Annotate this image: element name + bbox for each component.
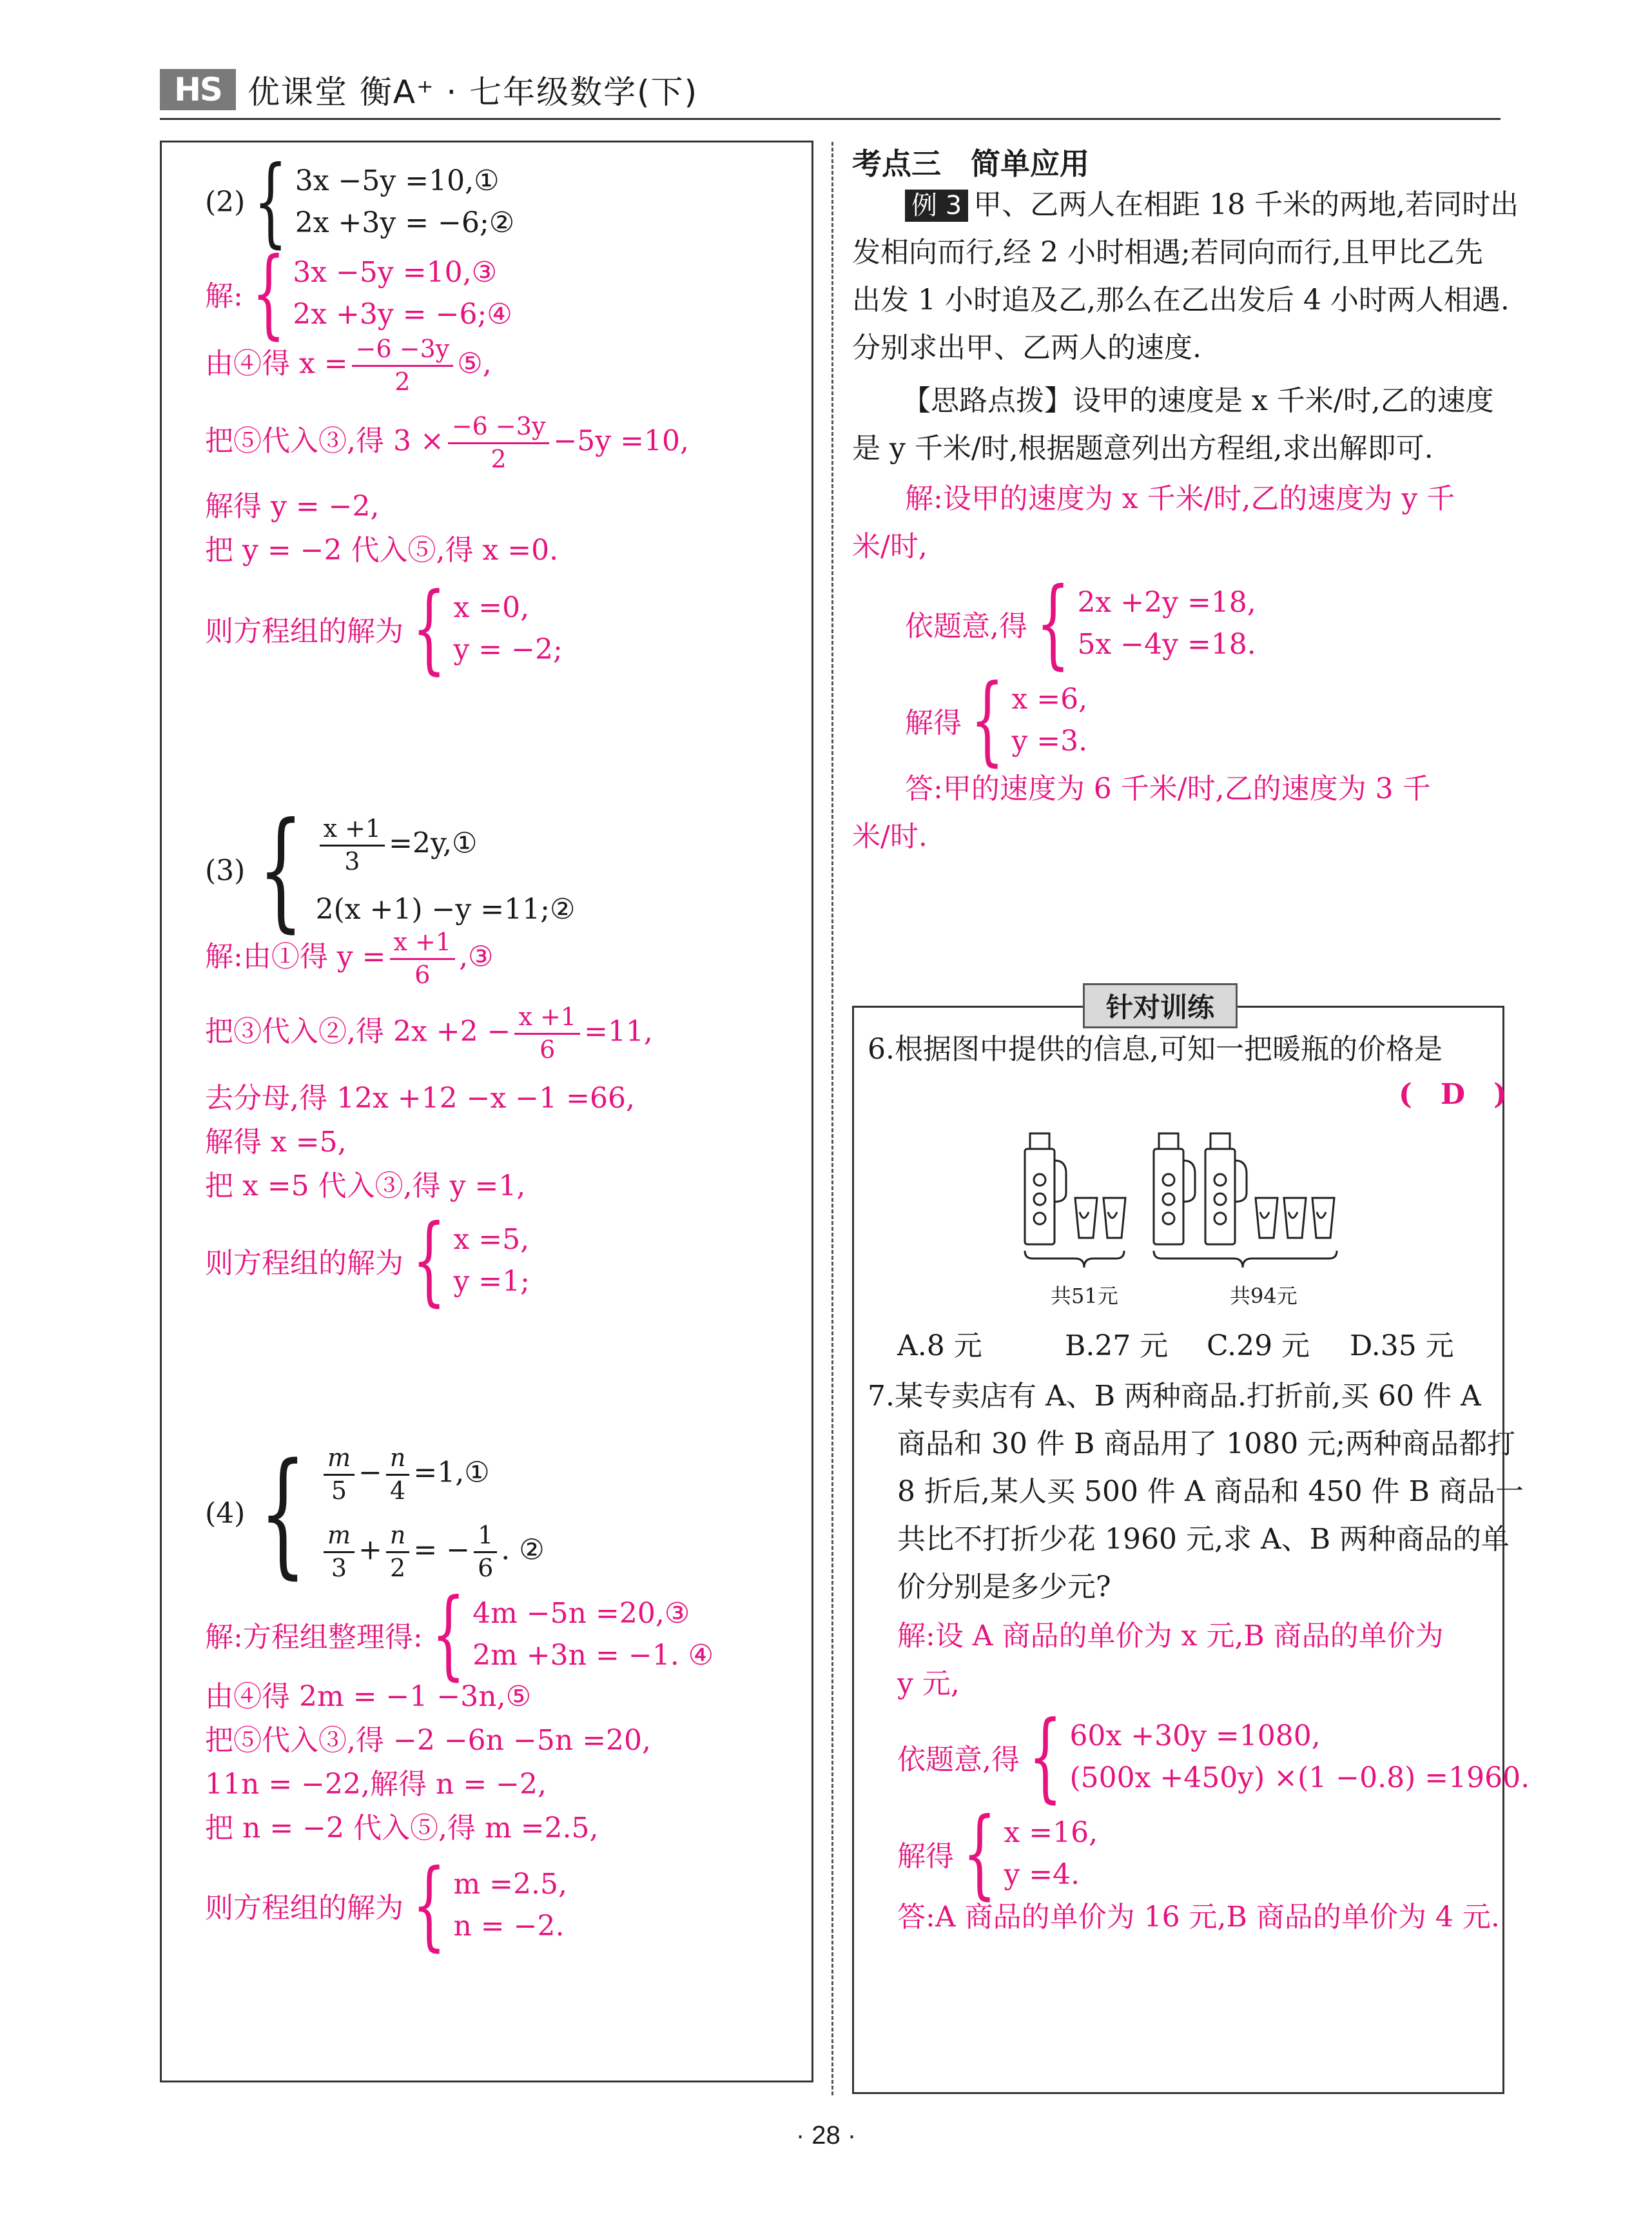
thermos-icon — [1025, 1133, 1066, 1244]
example-line-4: 分别求出甲、乙两人的速度. — [852, 331, 1201, 364]
p4-ans-m: m =2.5, — [453, 1868, 567, 1901]
p2-sol-eq2: 2x +3y = −6;④ — [293, 298, 512, 331]
p4-label: (4) — [205, 1496, 246, 1530]
sys1-row2: 5x −4y =18. — [1077, 628, 1256, 661]
p2-sol-label: 解: — [205, 280, 243, 313]
p2-step3: 解得 y = −2, — [205, 490, 380, 523]
thermos-cups-figure — [1018, 1122, 1379, 1283]
p2-step4: 把 y = −2 代入⑤,得 x =0. — [205, 534, 559, 567]
page-number: · 28 · — [795, 2121, 857, 2150]
p2-answer — [205, 573, 563, 685]
p2-ans-y: y = −2; — [453, 633, 563, 666]
p2-eq1: 3x −5y =10,① — [295, 164, 500, 197]
q6-option-b: B.27 元 — [1065, 1329, 1169, 1362]
p3-answer — [205, 1204, 530, 1317]
q7-line-5: 价分别是多少元? — [897, 1571, 1111, 1603]
brace-icon: { — [412, 573, 446, 685]
example-equation-system — [905, 567, 1256, 680]
q7-res-label: 解得 — [897, 1840, 954, 1873]
p2-eq2: 2x +3y = −6;② — [295, 206, 515, 239]
brace-51-icon — [1025, 1251, 1124, 1268]
p3-ans-x: x =5, — [453, 1223, 530, 1256]
q7-res-row1: x =16, — [1004, 1816, 1098, 1849]
q7-result-system — [897, 1797, 1098, 1910]
p4-step4: 把 n = −2 代入⑤,得 m =2.5, — [205, 1812, 599, 1845]
q6-text: 6.根据图中提供的信息,可知一把暖瓶的价格是 — [868, 1033, 1443, 1066]
brace-icon: { — [258, 795, 304, 945]
hint-line-2: 是 y 千米/时,根据题意列出方程组,求出解即可. — [852, 432, 1433, 465]
p2-step2: 把⑤代入③,得 3 × $\frac{-6 -3y}{2}$ −5y =10, — [205, 412, 689, 473]
answer-line-1: 答:甲的速度为 6 千米/时,乙的速度为 3 千 — [905, 772, 1431, 805]
p3-ans-y: y =1; — [453, 1265, 530, 1298]
sys2-label: 解得 — [905, 707, 962, 739]
q7-line-4: 共比不打折少花 1960 元,求 A、B 两种商品的单 — [897, 1523, 1510, 1556]
cup-icon — [1284, 1198, 1306, 1238]
page-header — [160, 64, 698, 115]
p2-label: (2) — [205, 185, 246, 219]
solution-line-2: 米/时, — [852, 530, 928, 563]
figure-label-94: 共94元 — [1230, 1284, 1297, 1308]
cup-icon — [1075, 1198, 1097, 1238]
brace-icon: { — [1036, 567, 1070, 680]
brace-icon: { — [251, 237, 286, 349]
p4-step1: 由④得 2m = −1 −3n,⑤ — [205, 1680, 532, 1713]
practice-tab: 针对训练 — [1083, 983, 1238, 1028]
p2-ans-x: x =0, — [453, 591, 530, 624]
sys2-row1: x =6, — [1011, 683, 1088, 716]
p4-sol-label: 解:方程组整理得: — [205, 1621, 423, 1654]
p3-step4: 解得 x =5, — [205, 1126, 347, 1159]
q6-answer-bracket: ( D ) — [1399, 1078, 1507, 1111]
p3-ans-label: 则方程组的解为 — [205, 1247, 403, 1280]
example-result-system — [905, 664, 1088, 776]
brace-icon: { — [412, 1849, 446, 1961]
q7-sys-row1: 60x +30y =1080, — [1069, 1719, 1321, 1752]
example-line-1: 例 3 甲、乙两人在相距 18 千米的两地,若同时出 — [905, 187, 1519, 222]
book-title: 优课堂 衡A⁺ · 七年级数学(下) — [248, 73, 699, 111]
example-line-2: 发相向而行,经 2 小时相遇;若同向而行,且甲比乙先 — [852, 236, 1483, 269]
p4-solution-system — [205, 1578, 714, 1690]
thermos-icon — [1154, 1133, 1195, 1244]
answer-line-2: 米/时. — [852, 820, 928, 853]
section-title: 考点三 简单应用 — [852, 146, 1089, 181]
q7-line-1: 7.某专卖店有 A、B 两种商品.打折前,买 60 件 A — [868, 1380, 1481, 1413]
p4-ans-label: 则方程组的解为 — [205, 1892, 403, 1924]
cup-icon — [1256, 1198, 1278, 1238]
q7-line-2: 商品和 30 件 B 商品用了 1080 元;两种商品都打 — [897, 1427, 1516, 1460]
q7-solution-1: 解:设 A 商品的单价为 x 元,B 商品的单价为 — [897, 1620, 1444, 1652]
solution-line-1: 解:设甲的速度为 x 千米/时,乙的速度为 y 千 — [905, 482, 1455, 515]
p4-sol-eq1: 4m −5n =20,③ — [472, 1597, 690, 1630]
p3-step1: 解:由①得 y = $\frac{x +1}{6}$ ,③ — [205, 928, 494, 989]
p3-step3: 去分母,得 12x +12 −x −1 =66, — [205, 1082, 635, 1115]
q6-option-c: C.29 元 — [1207, 1329, 1310, 1362]
thermos-icon — [1205, 1133, 1247, 1244]
p4-ans-n: n = −2. — [453, 1910, 565, 1943]
figure-label-51: 共51元 — [1051, 1284, 1118, 1308]
brace-icon: { — [962, 1797, 996, 1910]
p3-system — [205, 795, 576, 945]
q7-sys-label: 依题意,得 — [897, 1743, 1020, 1776]
p3-step2: 把③代入②,得 2x +2 − $\frac{x +1}{6}$ =11, — [205, 1003, 653, 1064]
p4-system — [205, 1434, 545, 1592]
p3-eq1: $\frac{x +1}{3}$ =2y,① — [316, 815, 576, 876]
p2-solution-system — [205, 237, 512, 349]
sys1-row1: 2x +2y =18, — [1077, 586, 1256, 619]
p4-step3: 11n = −22,解得 n = −2, — [205, 1768, 547, 1801]
brace-icon: { — [970, 664, 1004, 776]
p4-sol-eq2: 2m +3n = −1. ④ — [472, 1639, 714, 1672]
p2-ans-label: 则方程组的解为 — [205, 615, 403, 648]
brace-icon: { — [259, 1434, 307, 1592]
cup-icon — [1312, 1198, 1334, 1238]
p4-eq2: $\frac{m}{3}$ + $\frac{n}{2}$ = − $\frac{1}{6}$ . ② — [320, 1522, 545, 1582]
hint-line-1: 【思路点拨】设甲的速度是 x 千米/时,乙的速度 — [902, 384, 1494, 417]
q7-equation-system — [897, 1701, 1530, 1813]
hs-logo: HS — [160, 69, 236, 110]
q7-solution-2: y 元, — [897, 1667, 960, 1700]
p3-step5: 把 x =5 代入③,得 y =1, — [205, 1170, 526, 1202]
q7-line-3: 8 折后,某人买 500 件 A 商品和 450 件 B 商品一 — [897, 1475, 1524, 1508]
brace-icon: { — [253, 146, 288, 258]
p2-system — [205, 146, 515, 258]
cup-icon — [1103, 1198, 1125, 1238]
q7-res-row2: y =4. — [1004, 1858, 1080, 1891]
example-line-3: 出发 1 小时追及乙,那么在乙出发后 4 小时两人相遇. — [852, 284, 1510, 317]
p4-step2: 把⑤代入③,得 −2 −6n −5n =20, — [205, 1724, 652, 1757]
column-divider — [831, 142, 833, 2095]
p2-sol-eq1: 3x −5y =10,③ — [293, 256, 498, 289]
q6-option-d: D.35 元 — [1350, 1329, 1454, 1362]
brace-94-icon — [1154, 1251, 1337, 1268]
q7-sys-row2: (500x +450y) ×(1 −0.8) =1960. — [1069, 1761, 1530, 1794]
p4-eq1: $\frac{m}{5}$ − $\frac{n}{4}$ =1,① — [320, 1444, 545, 1505]
p3-label: (3) — [205, 854, 246, 887]
example-badge: 例 3 — [905, 190, 968, 222]
sys1-label: 依题意,得 — [905, 610, 1027, 643]
header-rule — [160, 118, 1501, 120]
q7-answer: 答:A 商品的单价为 16 元,B 商品的单价为 4 元. — [897, 1901, 1500, 1934]
p3-eq2: 2(x +1) −y =11;② — [315, 892, 576, 926]
brace-icon: { — [431, 1578, 465, 1690]
brace-icon: { — [412, 1204, 446, 1317]
sys2-row2: y =3. — [1011, 725, 1088, 758]
p2-step1: 由④得 x = $\frac{-6 -3y}{2}$ ⑤, — [205, 335, 492, 396]
p4-answer — [205, 1849, 567, 1961]
q6-option-a: A.8 元 — [897, 1329, 982, 1362]
brace-icon: { — [1028, 1701, 1062, 1813]
